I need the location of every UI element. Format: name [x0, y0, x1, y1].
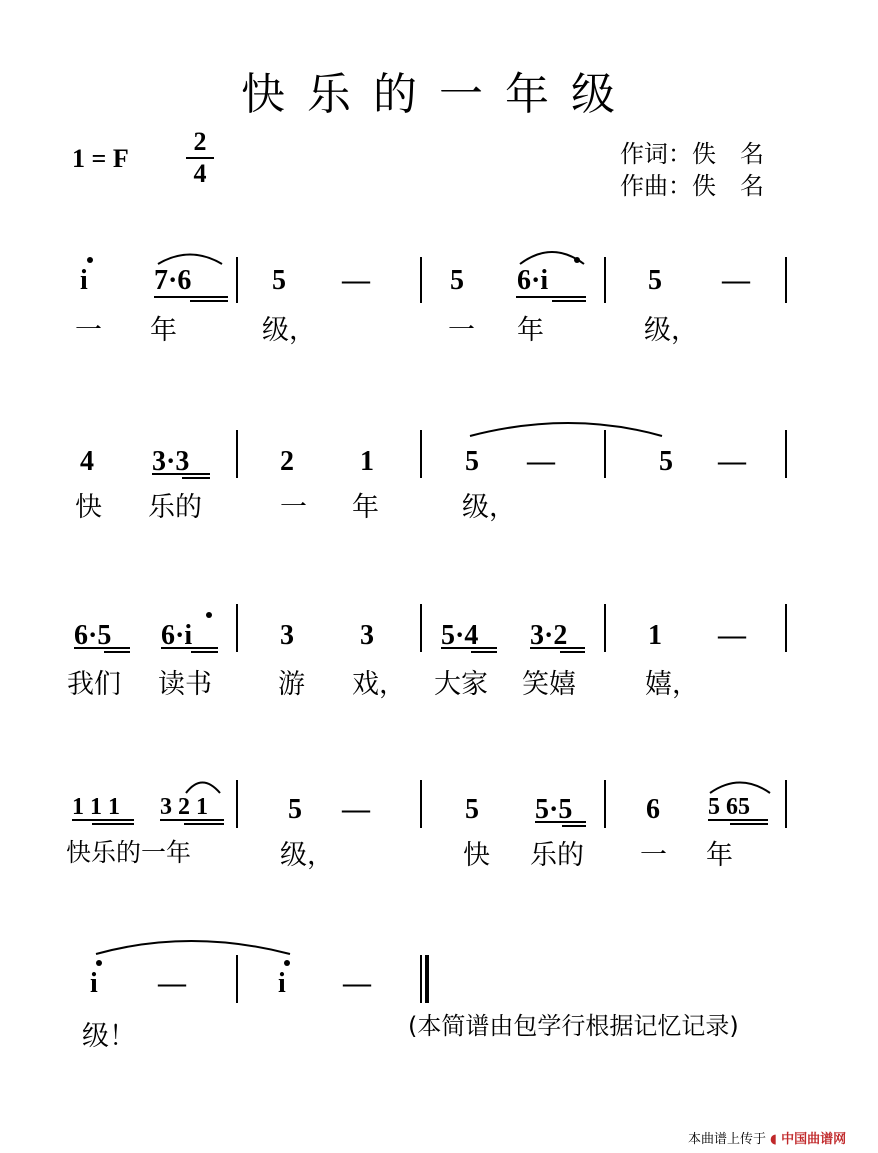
- octave-dot: [206, 612, 212, 618]
- lyric: 级，: [280, 840, 334, 871]
- lyric: 级，: [462, 492, 516, 523]
- lyric: 快: [463, 840, 490, 871]
- lyric: 一: [640, 840, 667, 871]
- meter-top: 2: [193, 127, 207, 156]
- slur: [520, 252, 584, 264]
- slur: [186, 783, 220, 794]
- meter-bottom: 4: [193, 159, 207, 188]
- note: 5 65: [708, 794, 750, 820]
- note: 5: [272, 265, 286, 296]
- dash: —: [718, 446, 746, 477]
- note: 6·5: [74, 620, 112, 651]
- footer-brand: 中国曲谱网: [781, 1132, 847, 1147]
- note: 3: [280, 620, 294, 651]
- lyric: 年: [517, 315, 544, 346]
- octave-dot: [284, 960, 290, 966]
- note: 1: [648, 620, 662, 651]
- lyricist-credit: 作词：佚 名: [620, 140, 764, 168]
- lyric: 一: [75, 315, 102, 346]
- slur: [470, 423, 662, 436]
- lyric: 大家: [434, 669, 488, 700]
- lyric: 级，: [644, 315, 698, 346]
- footer-text: 本曲谱上传于: [688, 1132, 767, 1147]
- dash: —: [342, 794, 370, 825]
- lyric: 年: [150, 315, 177, 346]
- note: 1: [360, 446, 374, 477]
- note: i: [278, 968, 286, 999]
- note: 3 2 1: [160, 794, 208, 820]
- slur: [96, 941, 290, 954]
- note: 6·i: [161, 620, 193, 651]
- lyric: 乐的: [148, 492, 202, 523]
- lyric: 级！: [82, 1021, 136, 1052]
- note: 5: [288, 794, 302, 825]
- lyric: 嬉，: [645, 669, 699, 700]
- key-signature: 1 = F: [72, 144, 129, 173]
- note: 5: [465, 446, 479, 477]
- octave-dot: [96, 960, 102, 966]
- dash: —: [342, 265, 370, 296]
- dash: —: [722, 265, 750, 296]
- note: 5: [659, 446, 673, 477]
- transcription-note: (本简谱由包学行根据记忆记录): [408, 1012, 739, 1040]
- lyric: 快: [75, 492, 102, 523]
- octave-dot: [574, 257, 580, 263]
- note: 6: [646, 794, 660, 825]
- note: i: [90, 968, 98, 999]
- note: 5·5: [535, 794, 573, 825]
- dash: —: [527, 446, 555, 477]
- lyric: 我们: [67, 669, 121, 700]
- lyric: 级，: [262, 315, 316, 346]
- note: 1 1 1: [72, 794, 120, 820]
- lyric: 乐的: [530, 840, 584, 871]
- site-logo-icon: ◖: [770, 1132, 778, 1147]
- song-title: 快乐的一年级: [241, 69, 637, 120]
- note: i: [80, 265, 88, 296]
- dash: —: [158, 968, 186, 999]
- note: 3·3: [152, 446, 190, 477]
- note: 3: [360, 620, 374, 651]
- lyric: 戏，: [352, 669, 406, 700]
- note: 5: [450, 265, 464, 296]
- dash: —: [718, 620, 746, 651]
- slur: [158, 255, 222, 265]
- dash: —: [343, 968, 371, 999]
- lyric: 游: [278, 669, 305, 700]
- note: 7·6: [154, 265, 192, 296]
- slur: [710, 783, 770, 794]
- lyric: 读书: [158, 669, 212, 700]
- octave-dot: [87, 257, 93, 263]
- lyric: 笑嬉: [522, 669, 576, 700]
- note: 6·i: [517, 265, 549, 296]
- note: 4: [80, 446, 94, 477]
- note: 5·4: [441, 620, 479, 651]
- note: 2: [280, 446, 294, 477]
- lyric: 一: [448, 315, 475, 346]
- lyric: 年: [352, 492, 379, 523]
- lyric: 一: [280, 492, 307, 523]
- lyric: 快乐的一年: [66, 838, 192, 867]
- composer-credit: 作曲：佚 名: [620, 172, 764, 200]
- note: 3·2: [530, 620, 568, 651]
- note: 5: [648, 265, 662, 296]
- lyric: 年: [706, 840, 733, 871]
- note: 5: [465, 794, 479, 825]
